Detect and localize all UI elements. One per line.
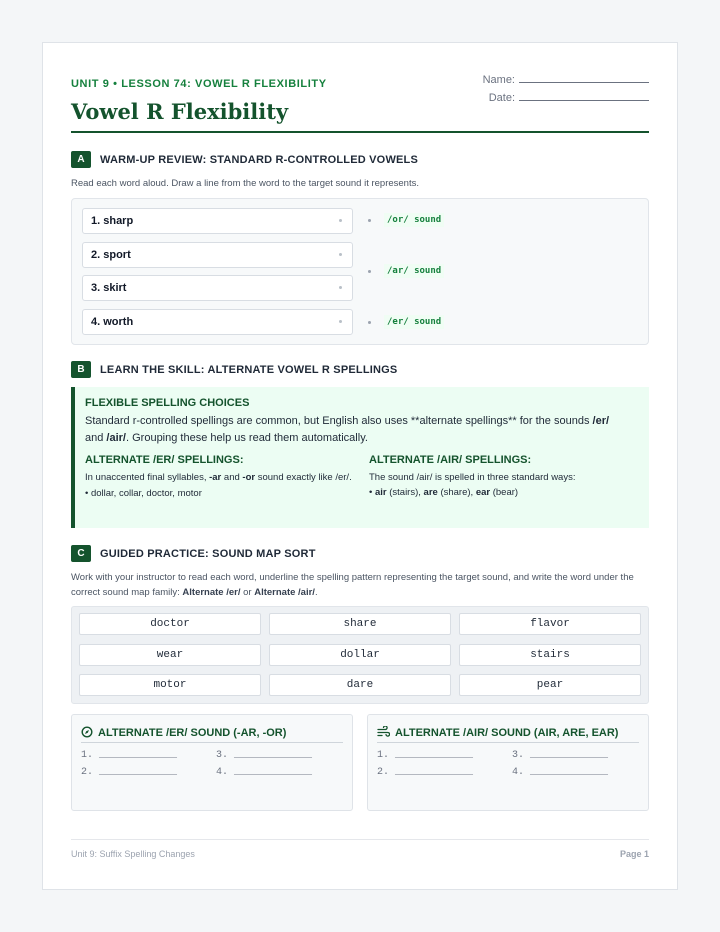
er-text: and (221, 472, 243, 483)
word-tile[interactable]: flavor (459, 613, 641, 635)
date-label: Date: (488, 92, 515, 104)
name-line[interactable] (519, 73, 649, 83)
callout-intro (85, 413, 639, 447)
word-tile[interactable]: share (269, 613, 451, 635)
alternate-er-heading: ALTERNATE /ER/ SPELLINGS: (85, 454, 244, 466)
sound-map-air-title: ALTERNATE /AIR/ SOUND (AIR, ARE, EAR) (395, 727, 619, 739)
word-card[interactable] (82, 242, 353, 268)
instr-bold: Alternate /er/ (182, 587, 241, 598)
answer-blank[interactable]: 1. _____________ (81, 750, 178, 761)
section-c-title: GUIDED PRACTICE: SOUND MAP SORT (100, 547, 316, 560)
date-line[interactable] (519, 91, 649, 101)
section-a-header (71, 151, 418, 168)
footer-unit-label: Unit 9: Suffix Spelling Changes (71, 849, 195, 859)
page-footer (71, 839, 649, 859)
connector-dot[interactable] (368, 270, 371, 273)
date-field[interactable] (489, 91, 649, 104)
word-tile[interactable]: doctor (79, 613, 261, 635)
intro-er: /er/ (592, 415, 610, 427)
section-b-title: LEARN THE SKILL: ALTERNATE VOWEL R SPELLINGS (100, 363, 398, 376)
sound-map-air (367, 714, 649, 811)
intro-air: /air/ (106, 432, 126, 444)
word-card[interactable] (82, 208, 353, 234)
intro-text: and (85, 432, 107, 444)
word-tile[interactable]: stairs (459, 644, 641, 666)
connector-dot[interactable] (368, 321, 371, 324)
word-tile[interactable]: wear (79, 644, 261, 666)
section-b-badge: B (71, 361, 91, 378)
section-a-badge: A (71, 151, 91, 168)
callout-title: FLEXIBLE SPELLING CHOICES (85, 397, 250, 409)
sound-map-er-title: ALTERNATE /ER/ SOUND (-AR, -OR) (98, 727, 287, 739)
matching-activity (71, 198, 649, 345)
target-sound[interactable] (368, 264, 444, 278)
unit-lesson-label: UNIT 9 • LESSON 74: VOWEL R FLEXIBILITY (71, 78, 327, 90)
connector-dot[interactable] (339, 286, 342, 289)
target-sound[interactable] (368, 213, 444, 227)
section-c-badge: C (71, 545, 91, 562)
section-c-header (71, 545, 316, 562)
instr-bold: Alternate /air/ (254, 587, 315, 598)
section-a-instructions: Read each word aloud. Draw a line from the word to the target sound it represents. (71, 178, 419, 189)
air-text: (bear) (490, 487, 519, 498)
intro-text: Standard r-controlled spellings are common, but English also uses **alternate spellings** for the sounds (85, 415, 593, 427)
air-word: ear (475, 487, 491, 498)
er-text: In unaccented final syllables, (85, 472, 210, 483)
section-c-instructions (71, 570, 649, 600)
name-field[interactable] (483, 73, 649, 86)
sound-map-air-header (377, 724, 639, 743)
word-tile[interactable]: dollar (269, 644, 451, 666)
intro-text: . Grouping these help us read them automatically. (126, 432, 368, 444)
answer-blank[interactable]: 4. _____________ (216, 767, 313, 778)
er-ar: -ar (209, 472, 222, 483)
answer-blank[interactable]: 4. _____________ (512, 767, 609, 778)
target-sound[interactable] (368, 315, 444, 329)
connector-dot[interactable] (339, 320, 342, 323)
worksheet-header (71, 73, 649, 133)
instr-text: Work with your instructor to read each word, underline the spelling pattern representing the target sound, and write the word under the correct sound map family: (71, 572, 634, 598)
air-word: air (374, 487, 387, 498)
alternate-air-examples (369, 485, 639, 500)
air-text: • (369, 487, 375, 498)
word-label: 4. worth (91, 316, 134, 328)
connector-dot[interactable] (368, 219, 371, 222)
instr-text: or (240, 587, 255, 598)
answer-blank[interactable]: 2. _____________ (377, 767, 474, 778)
alternate-er-column (85, 454, 355, 501)
section-b-header (71, 361, 397, 378)
word-tile[interactable]: motor (79, 674, 261, 696)
air-text: (share), (437, 487, 476, 498)
target-sound-label: /or/ sound (384, 213, 444, 227)
wind-icon (377, 726, 395, 741)
answer-blank[interactable]: 3. _____________ (216, 750, 313, 761)
word-label: 3. skirt (91, 282, 127, 294)
er-text: sound exactly like /er/. (255, 472, 352, 483)
skill-callout (71, 387, 649, 528)
alternate-air-text: The sound /air/ is spelled in three standard ways: (369, 472, 576, 483)
word-label: 1. sharp (91, 215, 134, 227)
sound-map-er (71, 714, 353, 811)
word-card[interactable] (82, 309, 353, 335)
connector-dot[interactable] (339, 253, 342, 256)
sound-map-er-header (81, 724, 343, 743)
word-tile[interactable]: dare (269, 674, 451, 696)
name-label: Name: (482, 74, 515, 86)
page-number: Page 1 (619, 849, 649, 859)
connector-dot[interactable] (339, 219, 342, 222)
answer-blank[interactable]: 2. _____________ (81, 767, 178, 778)
word-tile[interactable]: pear (459, 674, 641, 696)
alternate-er-examples: • dollar, collar, doctor, motor (85, 488, 202, 499)
air-text: (stairs), (386, 487, 424, 498)
er-or: -or (242, 472, 256, 483)
word-card[interactable] (82, 275, 353, 301)
page-title: Vowel R Flexibility (71, 99, 289, 124)
answer-blank[interactable]: 1. _____________ (377, 750, 474, 761)
target-sound-label: /er/ sound (384, 315, 444, 329)
worksheet-page (42, 42, 678, 890)
instr-text: . (314, 587, 318, 598)
target-sound-label: /ar/ sound (384, 264, 444, 278)
word-label: 2. sport (91, 249, 131, 261)
word-bank (71, 606, 649, 704)
alternate-air-heading: ALTERNATE /AIR/ SPELLINGS: (369, 454, 532, 466)
alternate-air-column (369, 454, 639, 500)
compass-icon (81, 726, 98, 741)
air-word: are (423, 487, 438, 498)
alternate-er-text (85, 470, 355, 485)
section-a-title: WARM-UP REVIEW: STANDARD R-CONTROLLED VOWELS (100, 153, 419, 166)
answer-blank[interactable]: 3. _____________ (512, 750, 609, 761)
